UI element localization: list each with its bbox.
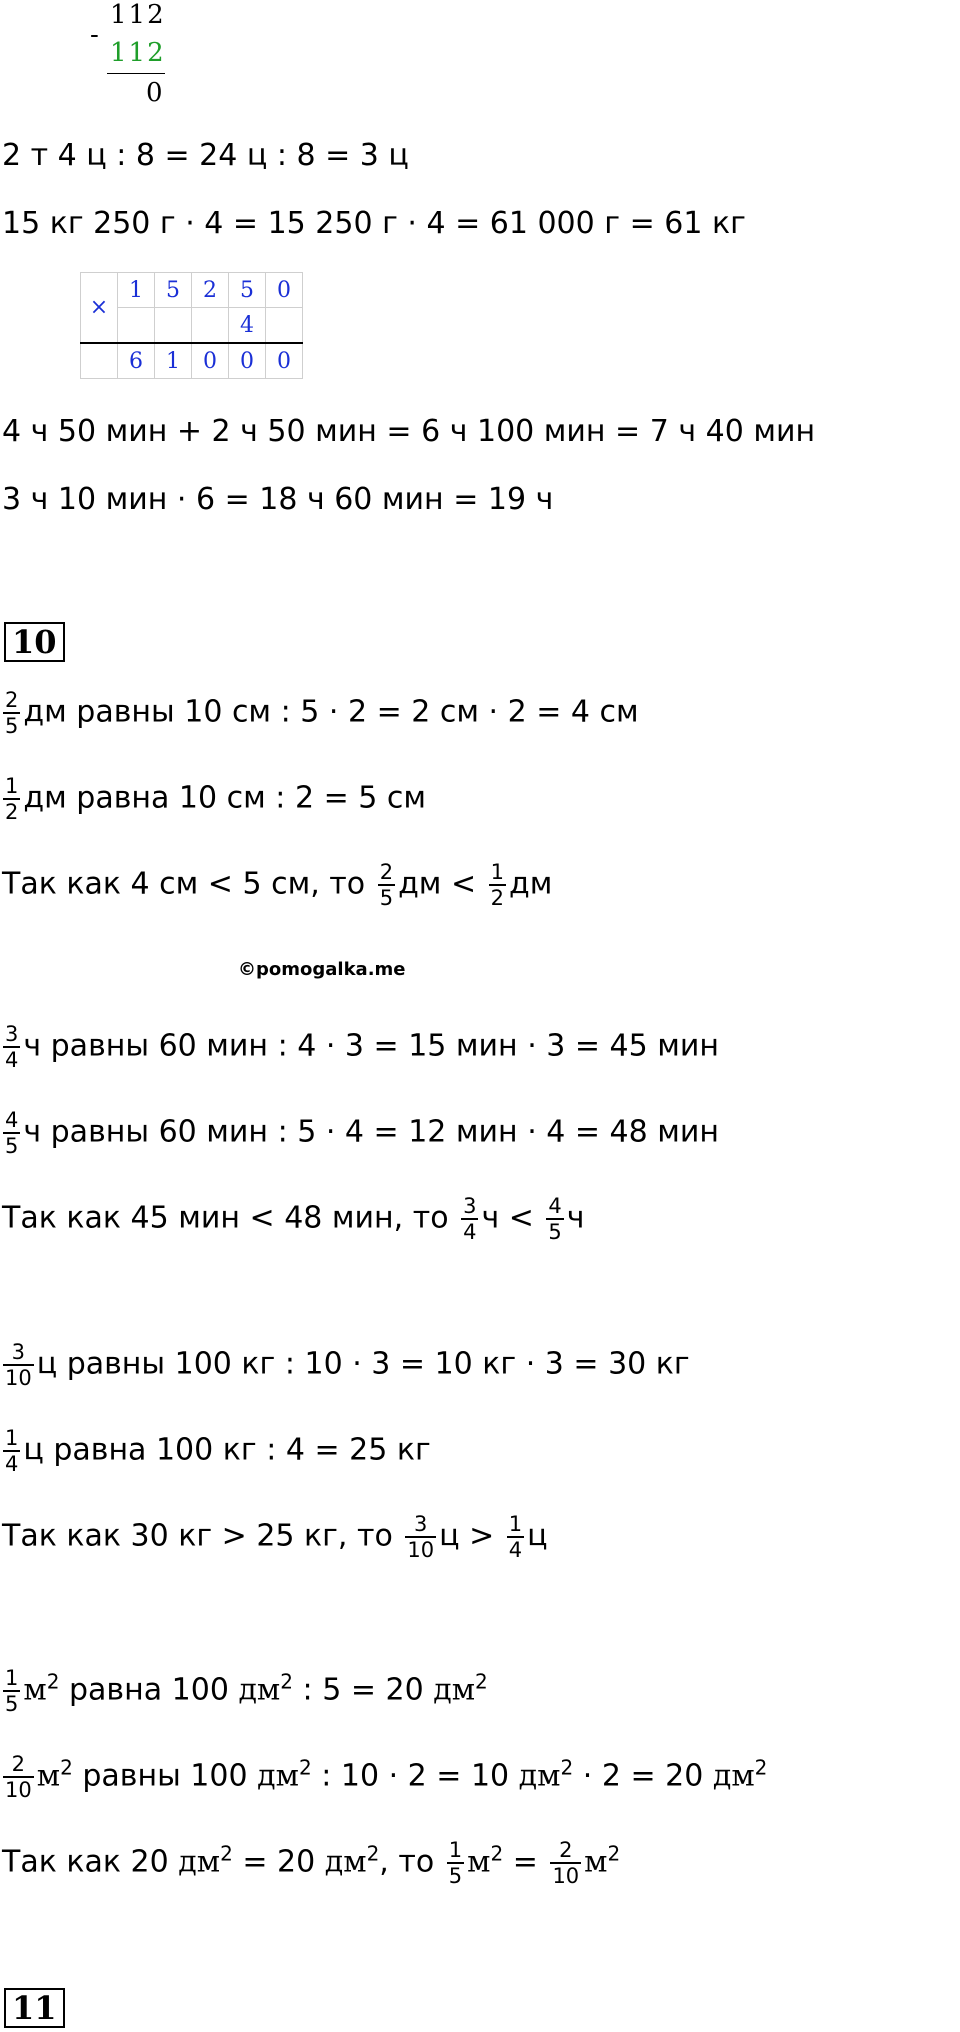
mult-cell — [118, 308, 155, 344]
fraction: $\frac{1}{5}$ — [5, 1666, 19, 1716]
fraction: $\frac{2}{5}$ — [379, 860, 394, 910]
b2-line2: $\frac{4}{5}$ ч равны 60 мин : 5 · 4 = 12 мин · 4 = 48 мин — [5, 1108, 720, 1158]
b4-line1: $\frac{1}{5}$ $м^2$ равна 100 $дм^2$ : 5 = 20 $дм^2$ — [5, 1666, 488, 1716]
mult-cell: 1 — [155, 343, 192, 379]
division-top-number: 112 — [110, 0, 166, 30]
fraction: $\frac{1}{4}$ — [5, 1426, 19, 1476]
mult-cell — [81, 343, 118, 379]
b2-line1: $\frac{3}{4}$ ч равны 60 мин : 4 · 3 = 15 мин · 3 = 45 мин — [5, 1022, 720, 1072]
line-tons: 2 т 4 ц : 8 = 24 ц : 8 = 3 ц — [2, 138, 409, 173]
b1-line3: Так как 4 см < 5 см, то $\frac{2}{5}$ дм < $\frac{1}{2}$ дм — [2, 860, 553, 910]
fraction: $\frac{2}{10}$ — [5, 1752, 32, 1802]
mult-cell: 5 — [229, 273, 266, 308]
fraction: $\frac{1}{4}$ — [508, 1512, 523, 1562]
division-rule — [107, 73, 165, 74]
fraction: $\frac{3}{10}$ — [5, 1340, 32, 1390]
fraction: $\frac{3}{4}$ — [463, 1194, 477, 1244]
fraction: $\frac{2}{10}$ — [552, 1838, 580, 1888]
fraction: $\frac{4}{5}$ — [5, 1108, 19, 1158]
b2-line3: Так как 45 мин < 48 мин, то $\frac{3}{4}$ ч < $\frac{4}{5}$ ч — [2, 1194, 585, 1244]
fraction: $\frac{3}{10}$ — [407, 1512, 435, 1562]
b4-line2: $\frac{2}{10}$ $м^2$ равны 100 $дм^2$ : 10 · 2 = 10 $дм^2 \cdot 2 = 20$ $дм^2$ — [5, 1752, 768, 1802]
mult-cell: 0 — [266, 273, 303, 308]
division-subtrahend: 112 — [110, 38, 166, 68]
mult-sign: × — [81, 273, 118, 344]
division-remainder: 0 — [146, 78, 163, 108]
watermark: ©pomogalka.me — [238, 959, 406, 980]
mult-cell: 0 — [229, 343, 266, 379]
fraction: $\frac{1}{2}$ — [490, 860, 505, 910]
mult-cell — [192, 308, 229, 344]
mult-cell: 6 — [118, 343, 155, 379]
mult-cell: 2 — [192, 273, 229, 308]
mult-cell: 0 — [192, 343, 229, 379]
fraction: $\frac{3}{4}$ — [5, 1022, 19, 1072]
fraction: $\frac{4}{5}$ — [548, 1194, 562, 1244]
line-kg: 15 кг 250 г · 4 = 15 250 г · 4 = 61 000 г = 61 кг — [2, 206, 746, 241]
b3-line3: Так как 30 кг > 25 кг, то $\frac{3}{10}$ ц > $\frac{1}{4}$ ц — [2, 1512, 548, 1562]
division-minus: - — [90, 20, 99, 50]
line-minutes-product: 3 ч 10 мин · 6 = 18 ч 60 мин = 19 ч — [2, 482, 554, 517]
b1-line2: $\frac{1}{2}$ дм равна 10 см : 2 = 5 см — [5, 774, 426, 824]
line-minutes-sum: 4 ч 50 мин + 2 ч 50 мин = 6 ч 100 мин = 7 ч 40 мин — [2, 414, 816, 449]
b1-line1: $\frac{2}{5}$ дм равны 10 см : 5 · 2 = 2 см · 2 = 4 см — [5, 688, 639, 738]
mult-cell: 5 — [155, 273, 192, 308]
mult-cell — [266, 308, 303, 344]
task-number-10: 10 — [4, 622, 65, 662]
multiplication-table — [80, 272, 303, 379]
b3-line2: $\frac{1}{4}$ ц равна 100 кг : 4 = 25 кг — [5, 1426, 431, 1476]
mult-cell — [155, 308, 192, 344]
task-number-11: 11 — [4, 1988, 65, 2028]
b3-line1: $\frac{3}{10}$ ц равны 100 кг : 10 · 3 = 10 кг · 3 = 30 кг — [5, 1340, 690, 1390]
mult-cell: 0 — [266, 343, 303, 379]
mult-cell: 4 — [229, 308, 266, 344]
fraction: $\frac{1}{5}$ — [448, 1838, 463, 1888]
fraction: $\frac{2}{5}$ — [5, 688, 19, 738]
b4-line3: Так как 20 $дм^2 = 20$ $дм^2$, то $\frac{1}{5}$ $м^2$ = $\frac{2}{10}$ $м^2$ — [2, 1838, 621, 1888]
fraction: $\frac{1}{2}$ — [5, 774, 19, 824]
mult-cell: 1 — [118, 273, 155, 308]
